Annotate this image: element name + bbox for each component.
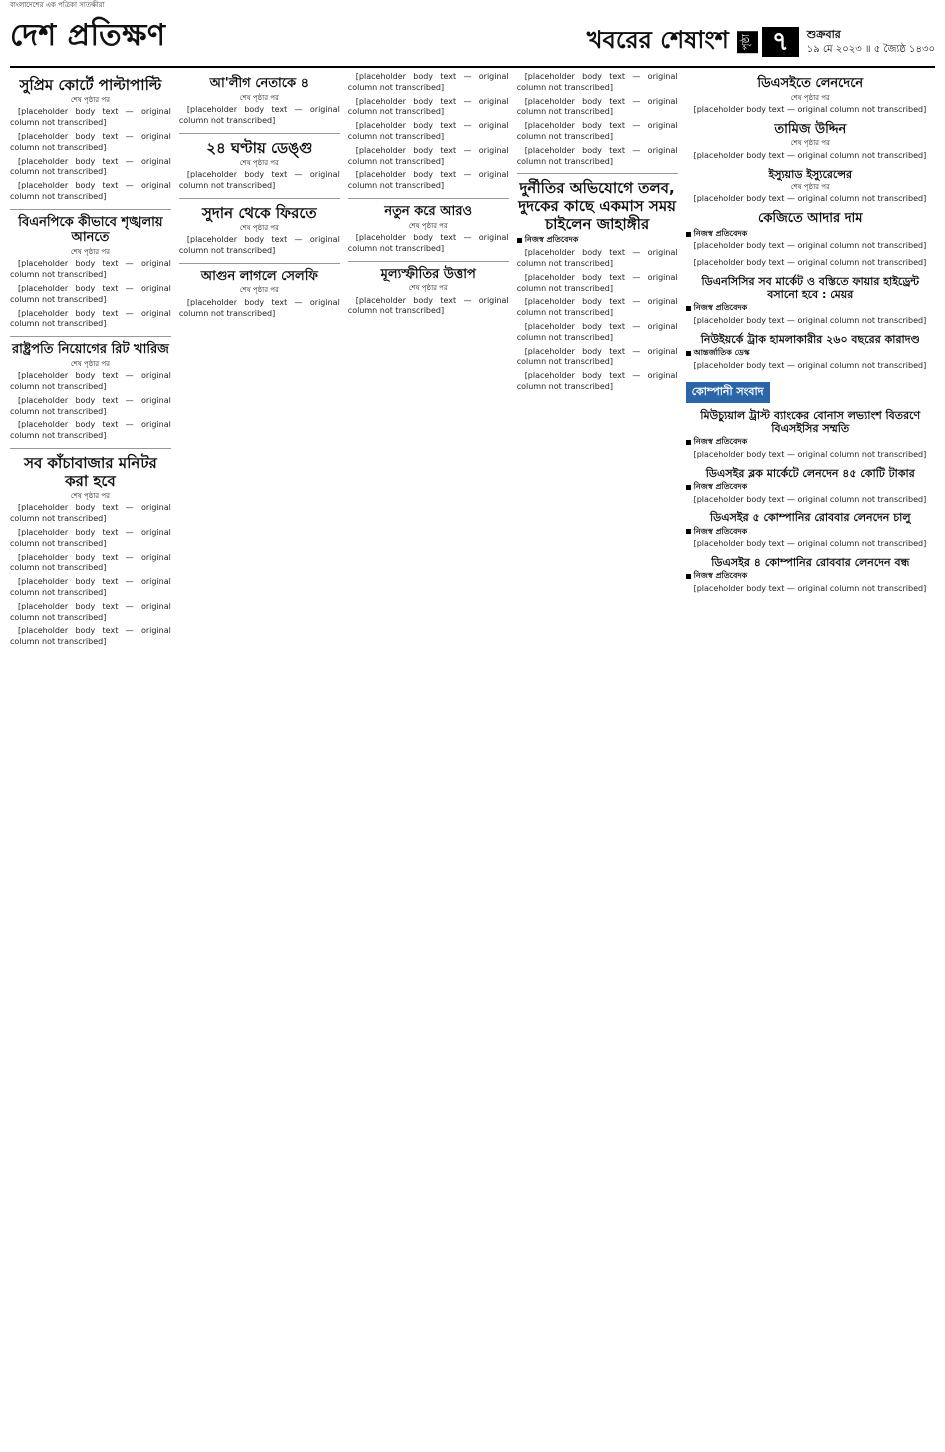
divider: [348, 261, 509, 262]
story-mtb-dividend: [686, 409, 935, 461]
headline: দুর্নীতির অভিযোগে তলব, দুদকের কাছে একমাস সময় চাইলেন জাহাঙ্গীর: [518, 179, 676, 234]
weekday: শুক্রবার: [806, 28, 841, 42]
paragraph: [placeholder body text — original column not transcribed]: [516, 272, 678, 293]
story-new-more: [348, 204, 509, 255]
headline: মূল্যস্ফীতির উত্তাপ: [380, 266, 476, 282]
paragraph: [placeholder body text — original column not transcribed]: [516, 121, 678, 141]
divider: [179, 198, 340, 199]
headline: মিউচ্যুয়াল ট্রাস্ট ব্যাংকের বোনাস লভ্যাংশ বিতরণে বিএসইসির সম্মতি: [700, 408, 921, 435]
paragraph: [placeholder body text — original column not transcribed]: [10, 420, 171, 441]
paragraph: [placeholder body text — original column not transcribed]: [10, 528, 171, 548]
column-3: [348, 72, 509, 1450]
headline: নতুন করে আরও: [384, 203, 473, 219]
paragraph: [placeholder body text — original column not transcribed]: [516, 145, 678, 166]
story-continued: [517, 72, 678, 167]
paragraph: [placeholder body text — original column not transcribed]: [693, 494, 927, 504]
headline: সুপ্রিম কোর্টে পাল্টাপাল্টি: [19, 76, 162, 94]
byline: নিজস্ব প্রতিবেদক: [686, 437, 935, 448]
story-ny-truck: [686, 333, 935, 372]
story-insurance: [686, 168, 935, 205]
section-title: খবরের শেষাংশ: [586, 26, 729, 54]
paragraph: [placeholder body text — original column not transcribed]: [347, 233, 509, 253]
bullet-icon: [686, 351, 691, 356]
paragraph: [placeholder body text — original column not transcribed]: [347, 96, 509, 117]
paragraph: [placeholder body text — original column not transcribed]: [516, 248, 678, 268]
story-five-companies: [686, 511, 935, 550]
paragraph: [placeholder body text — original column not transcribed]: [693, 584, 927, 594]
continued-label: শেষ পৃষ্ঠার পর: [239, 158, 279, 167]
story-al-leader: [179, 76, 340, 127]
divider: [179, 263, 340, 264]
byline: নিজস্ব প্রতিবেদক: [686, 482, 935, 493]
paragraph: [placeholder body text — original column not transcribed]: [10, 503, 171, 524]
paragraph: [placeholder body text — original column not transcribed]: [178, 235, 340, 255]
paragraph: [placeholder body text — original column not transcribed]: [10, 395, 171, 416]
headline: ২৪ ঘণ্টায় ডেঙ্গু: [206, 138, 313, 157]
paragraph: [placeholder body text — original column not transcribed]: [693, 258, 927, 268]
headline: তামিজ উদ্দিন: [774, 121, 847, 137]
paragraph: [placeholder body text — original column not transcribed]: [516, 96, 678, 117]
story-block-market: [686, 467, 935, 506]
continued-label: শেষ পৃষ্ঠার পর: [790, 93, 830, 102]
divider: [517, 173, 678, 174]
tagline: বাংলাদেশের এক পত্রিকা সাতক্ষীরা: [10, 1, 105, 9]
column-5: [686, 72, 935, 1450]
article-grid: [10, 72, 935, 1450]
byline: নিজস্ব প্রতিবেদক: [686, 571, 935, 582]
headline: নিউইয়র্কে ট্রাক হামলাকারীর ২৬০ বছরের কারাদণ্ড: [700, 333, 920, 347]
paragraph: [placeholder body text — original column not transcribed]: [10, 626, 171, 647]
continued-label: শেষ পৃষ্ঠার পর: [790, 182, 830, 191]
byline: আন্তর্জাতিক ডেস্ক: [686, 348, 935, 359]
divider: [10, 336, 171, 337]
headline: বিএনপিকে কীভাবে শৃঙ্খলায় আনতে: [18, 214, 163, 246]
paragraph: [placeholder body text — original column not transcribed]: [10, 284, 171, 304]
continued-label: শেষ পৃষ্ঠার পর: [239, 286, 279, 295]
story-four-companies: [686, 556, 935, 595]
paragraph: [placeholder body text — original column not transcribed]: [347, 121, 509, 141]
story-sudan: [179, 204, 340, 257]
page-number: ৭: [762, 27, 799, 57]
continued-label: শেষ পৃষ্ঠার পর: [239, 93, 279, 102]
paragraph: [placeholder body text — original column not transcribed]: [10, 371, 171, 392]
paragraph: [placeholder body text — original column not transcribed]: [516, 321, 678, 342]
bullet-icon: [686, 529, 691, 534]
byline: নিজস্ব প্রতিবেদক: [686, 527, 935, 538]
headline: কেজিতে আদার দাম: [758, 211, 863, 227]
bullet-icon: [686, 306, 691, 311]
brand: [10, 0, 166, 62]
paragraph: [placeholder body text — original column not transcribed]: [693, 316, 927, 326]
bullet-icon: [517, 238, 522, 243]
paragraph: [placeholder body text — original column not transcribed]: [693, 361, 927, 371]
date-line: ১৯ মে ২০২৩ ॥ ৫ জ্যৈষ্ঠ ১৪৩০: [806, 43, 935, 55]
story-president-writ: [10, 342, 171, 442]
headline: ডিএসইর ব্লক মার্কেটে লেনদেন ৪৫ কোটি টাকার: [705, 466, 915, 480]
paragraph: [placeholder body text — original column not transcribed]: [516, 72, 678, 92]
page-badge: [737, 27, 799, 57]
paragraph: [placeholder body text — original column not transcribed]: [178, 105, 340, 125]
paragraph: [placeholder body text — original column not transcribed]: [10, 156, 171, 177]
paragraph: [placeholder body text — original column not transcribed]: [10, 181, 171, 202]
paragraph: [placeholder body text — original column not transcribed]: [516, 371, 678, 391]
story-fire-hydrant: [686, 275, 935, 327]
story-continued: [348, 72, 509, 192]
headline: ডিএনসিসির সব মার্কেট ও বস্তিতে ফায়ার হাইড্রেন্ট বসানো হবে : মেয়র: [701, 275, 920, 302]
bullet-icon: [686, 440, 691, 445]
byline: নিজস্ব প্রতিবেদক: [517, 235, 678, 246]
story-tamiz-uddin: [686, 122, 935, 162]
continued-label: শেষ পৃষ্ঠার পর: [790, 139, 830, 148]
headline: ইস্যুয়াড ইস্যুরেন্সের: [768, 167, 853, 181]
continued-label: শেষ পৃষ্ঠার পর: [70, 96, 110, 104]
headline: সুদান থেকে ফিরতে: [202, 203, 317, 222]
story-inflation: [348, 267, 509, 318]
story-supreme-court: [10, 76, 171, 203]
newspaper-logo: দেশ প্রতিক্ষণ: [10, 18, 166, 53]
story-kacha-bazar: [10, 454, 171, 648]
paragraph: [placeholder body text — original column not transcribed]: [347, 145, 509, 166]
column-1: [10, 72, 171, 1450]
headline: আগুন লাগলে সেলফি: [200, 268, 318, 284]
divider: [10, 209, 171, 210]
paragraph: [placeholder body text — original column not transcribed]: [693, 539, 927, 549]
continued-label: শেষ পৃষ্ঠার পর: [408, 221, 448, 230]
divider: [179, 133, 340, 134]
divider: [10, 448, 171, 449]
continued-label: শেষ পৃষ্ঠার পর: [408, 284, 448, 293]
paragraph: [placeholder body text — original column not transcribed]: [10, 107, 171, 128]
paragraph: [placeholder body text — original column not transcribed]: [10, 601, 171, 622]
paragraph: [placeholder body text — original column not transcribed]: [347, 170, 509, 191]
continued-label: শেষ পৃষ্ঠার পর: [70, 359, 110, 368]
byline: নিজস্ব প্রতিবেদক: [686, 229, 935, 240]
continued-label: শেষ পৃষ্ঠার পর: [70, 492, 110, 501]
paragraph: [placeholder body text — original column not transcribed]: [693, 150, 927, 160]
paragraph: [placeholder body text — original column not transcribed]: [178, 170, 340, 190]
story-fire-selfie: [179, 269, 340, 320]
headline: ডিএসইর ৪ কোম্পানির রোববার লেনদেন বন্ধ: [711, 556, 910, 570]
story-continued: [686, 258, 935, 269]
section-header: [587, 22, 935, 62]
divider: [348, 198, 509, 199]
headline: ডিএসইর ৫ কোম্পানির রোববার লেনদেন চালু: [710, 511, 911, 525]
date-block: [807, 28, 935, 55]
paragraph: [placeholder body text — original column not transcribed]: [693, 194, 927, 204]
story-dengue: [179, 139, 340, 192]
continued-label: শেষ পৃষ্ঠার পর: [70, 248, 110, 256]
story-acc-jahangir: [517, 179, 678, 392]
byline: নিজস্ব প্রতিবেদক: [686, 303, 935, 314]
headline: ডিএসইতে লেনদেনে: [757, 76, 864, 91]
bullet-icon: [686, 232, 691, 237]
company-news-banner: কোম্পানী সংবাদ: [686, 382, 770, 403]
continued-label: শেষ পৃষ্ঠার পর: [239, 223, 279, 232]
paragraph: [placeholder body text — original column not transcribed]: [178, 297, 340, 318]
page-word: পৃষ্ঠা: [737, 31, 758, 53]
story-ginger-price: [686, 211, 935, 252]
masthead: [10, 1, 935, 68]
headline: রাষ্ট্রপতি নিয়োগের রিট খারিজ: [12, 342, 169, 358]
story-bnp-discipline: [10, 215, 171, 330]
paragraph: [placeholder body text — original column not transcribed]: [10, 132, 171, 152]
paragraph: [placeholder body text — original column not transcribed]: [347, 295, 509, 316]
paragraph: [placeholder body text — original column not transcribed]: [10, 308, 171, 329]
paragraph: [placeholder body text — original column not transcribed]: [10, 259, 171, 280]
paragraph: [placeholder body text — original column not transcribed]: [347, 72, 509, 92]
paragraph: [placeholder body text — original column not transcribed]: [10, 552, 171, 573]
paragraph: [placeholder body text — original column not transcribed]: [693, 241, 927, 251]
paragraph: [placeholder body text — original column not transcribed]: [693, 449, 927, 459]
bullet-icon: [686, 574, 691, 579]
headline: সব কাঁচাবাজার মনিটর করা হবে: [24, 454, 157, 491]
paragraph: [placeholder body text — original column not transcribed]: [693, 105, 927, 115]
paragraph: [placeholder body text — original column not transcribed]: [516, 346, 678, 367]
paragraph: [placeholder body text — original column not transcribed]: [516, 297, 678, 318]
headline: আ'লীগ নেতাকে ৪: [209, 76, 310, 91]
paragraph: [placeholder body text — original column not transcribed]: [10, 577, 171, 598]
story-dse-trading: [686, 76, 935, 116]
column-2: [179, 72, 340, 1450]
bullet-icon: [686, 485, 691, 490]
column-4: [517, 72, 678, 1450]
